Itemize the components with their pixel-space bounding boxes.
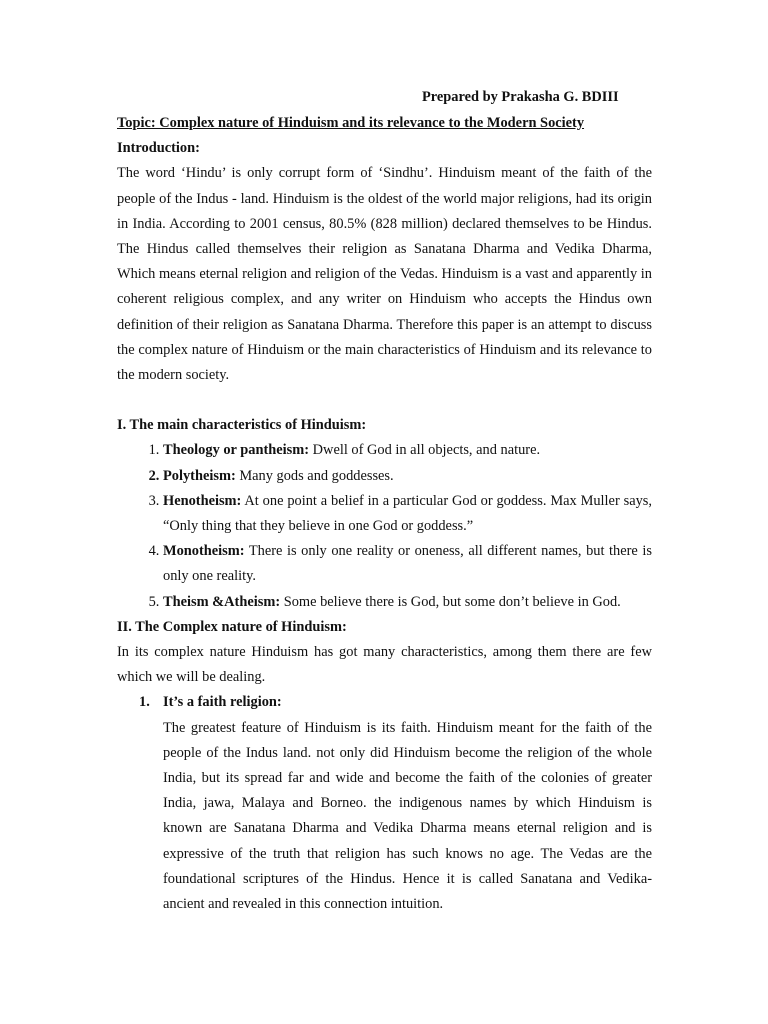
item-text: At one point a belief in a particular God or goddess. Max Muller says, “Only thing that they believe in one God or goddess.”	[163, 492, 652, 535]
subsection-faith	[117, 690, 652, 917]
section1-heading: I. The main characteristics of Hinduism:	[117, 417, 367, 434]
item-text: Many gods and goddesses.	[235, 467, 394, 484]
subsection-title: It’s a faith religion:	[163, 694, 282, 711]
item-text: There is only one reality or oneness, all different names, but there is only one reality.	[163, 543, 652, 585]
item-text: Dwell of God in all objects, and nature.	[309, 442, 541, 459]
characteristics-list	[117, 438, 652, 614]
subsection-number: 1.	[139, 694, 150, 711]
subsection-heading	[139, 690, 652, 715]
item-term: Monotheism:	[163, 543, 245, 560]
list-item	[163, 438, 652, 463]
list-item	[163, 590, 652, 615]
item-term: Henotheism:	[163, 492, 242, 509]
item-term: Theism &Atheism:	[163, 593, 281, 610]
intro-heading: Introduction:	[117, 140, 200, 157]
list-item	[163, 464, 652, 489]
section2-intro: In its complex nature Hinduism has got many characteristics, among them there are few which we will be dealing.	[117, 644, 652, 686]
list-item	[163, 489, 652, 539]
item-term: Theology or pantheism:	[163, 442, 310, 459]
item-text: Some believe there is God, but some don’t believe in God.	[280, 593, 621, 610]
list-item	[163, 539, 652, 589]
topic-title: Topic: Complex nature of Hinduism and its relevance to the Modern Society	[117, 115, 585, 131]
subsection-paragraph: The greatest feature of Hinduism is its faith. Hinduism meant for the faith of the people of the Indus land. not only did Hinduism become the religion of the whole India, but its spread far and wide and become the faith of the colonies of greater India, jawa, Malaya and Borneo. the indigenous names by which Hinduism is known are Sanatana Dharma and Vedika Dharma means eternal religion and is expressive of the truth that religion has such knows no age. The Vedas are the foundational scriptures of the Hindus. Hence it is called Sanatana and Vedika-ancient and revealed in this connection intuition.	[163, 719, 652, 913]
section2-heading: II. The Complex nature of Hinduism:	[117, 618, 347, 635]
author-line: Prepared by Prakasha G. BDIII	[422, 89, 619, 105]
item-term: Polytheism:	[163, 467, 236, 484]
document-body	[117, 111, 652, 917]
intro-paragraph: The word ‘Hindu’ is only corrupt form of ‘Sindhu’. Hinduism meant of the faith of the people of the Indus - land. Hinduism is the oldest of the world major religions, had its origin in India. According to 2001 census, 80.5% (828 million) declared themselves to be Hindus. The Hindus called themselves their religion as Sanatana Dharma and Vedika Dharma, Which means eternal religion and religion of the Vedas. Hinduism is a vast and apparently in coherent religious complex, and any writer on Hinduism who accepts the Hindus own definition of their religion as Sanatana Dharma. Therefore this paper is an attempt to discuss the complex nature of Hinduism or the main characteristics of Hinduism and its relevance to the modern society.	[117, 165, 652, 384]
